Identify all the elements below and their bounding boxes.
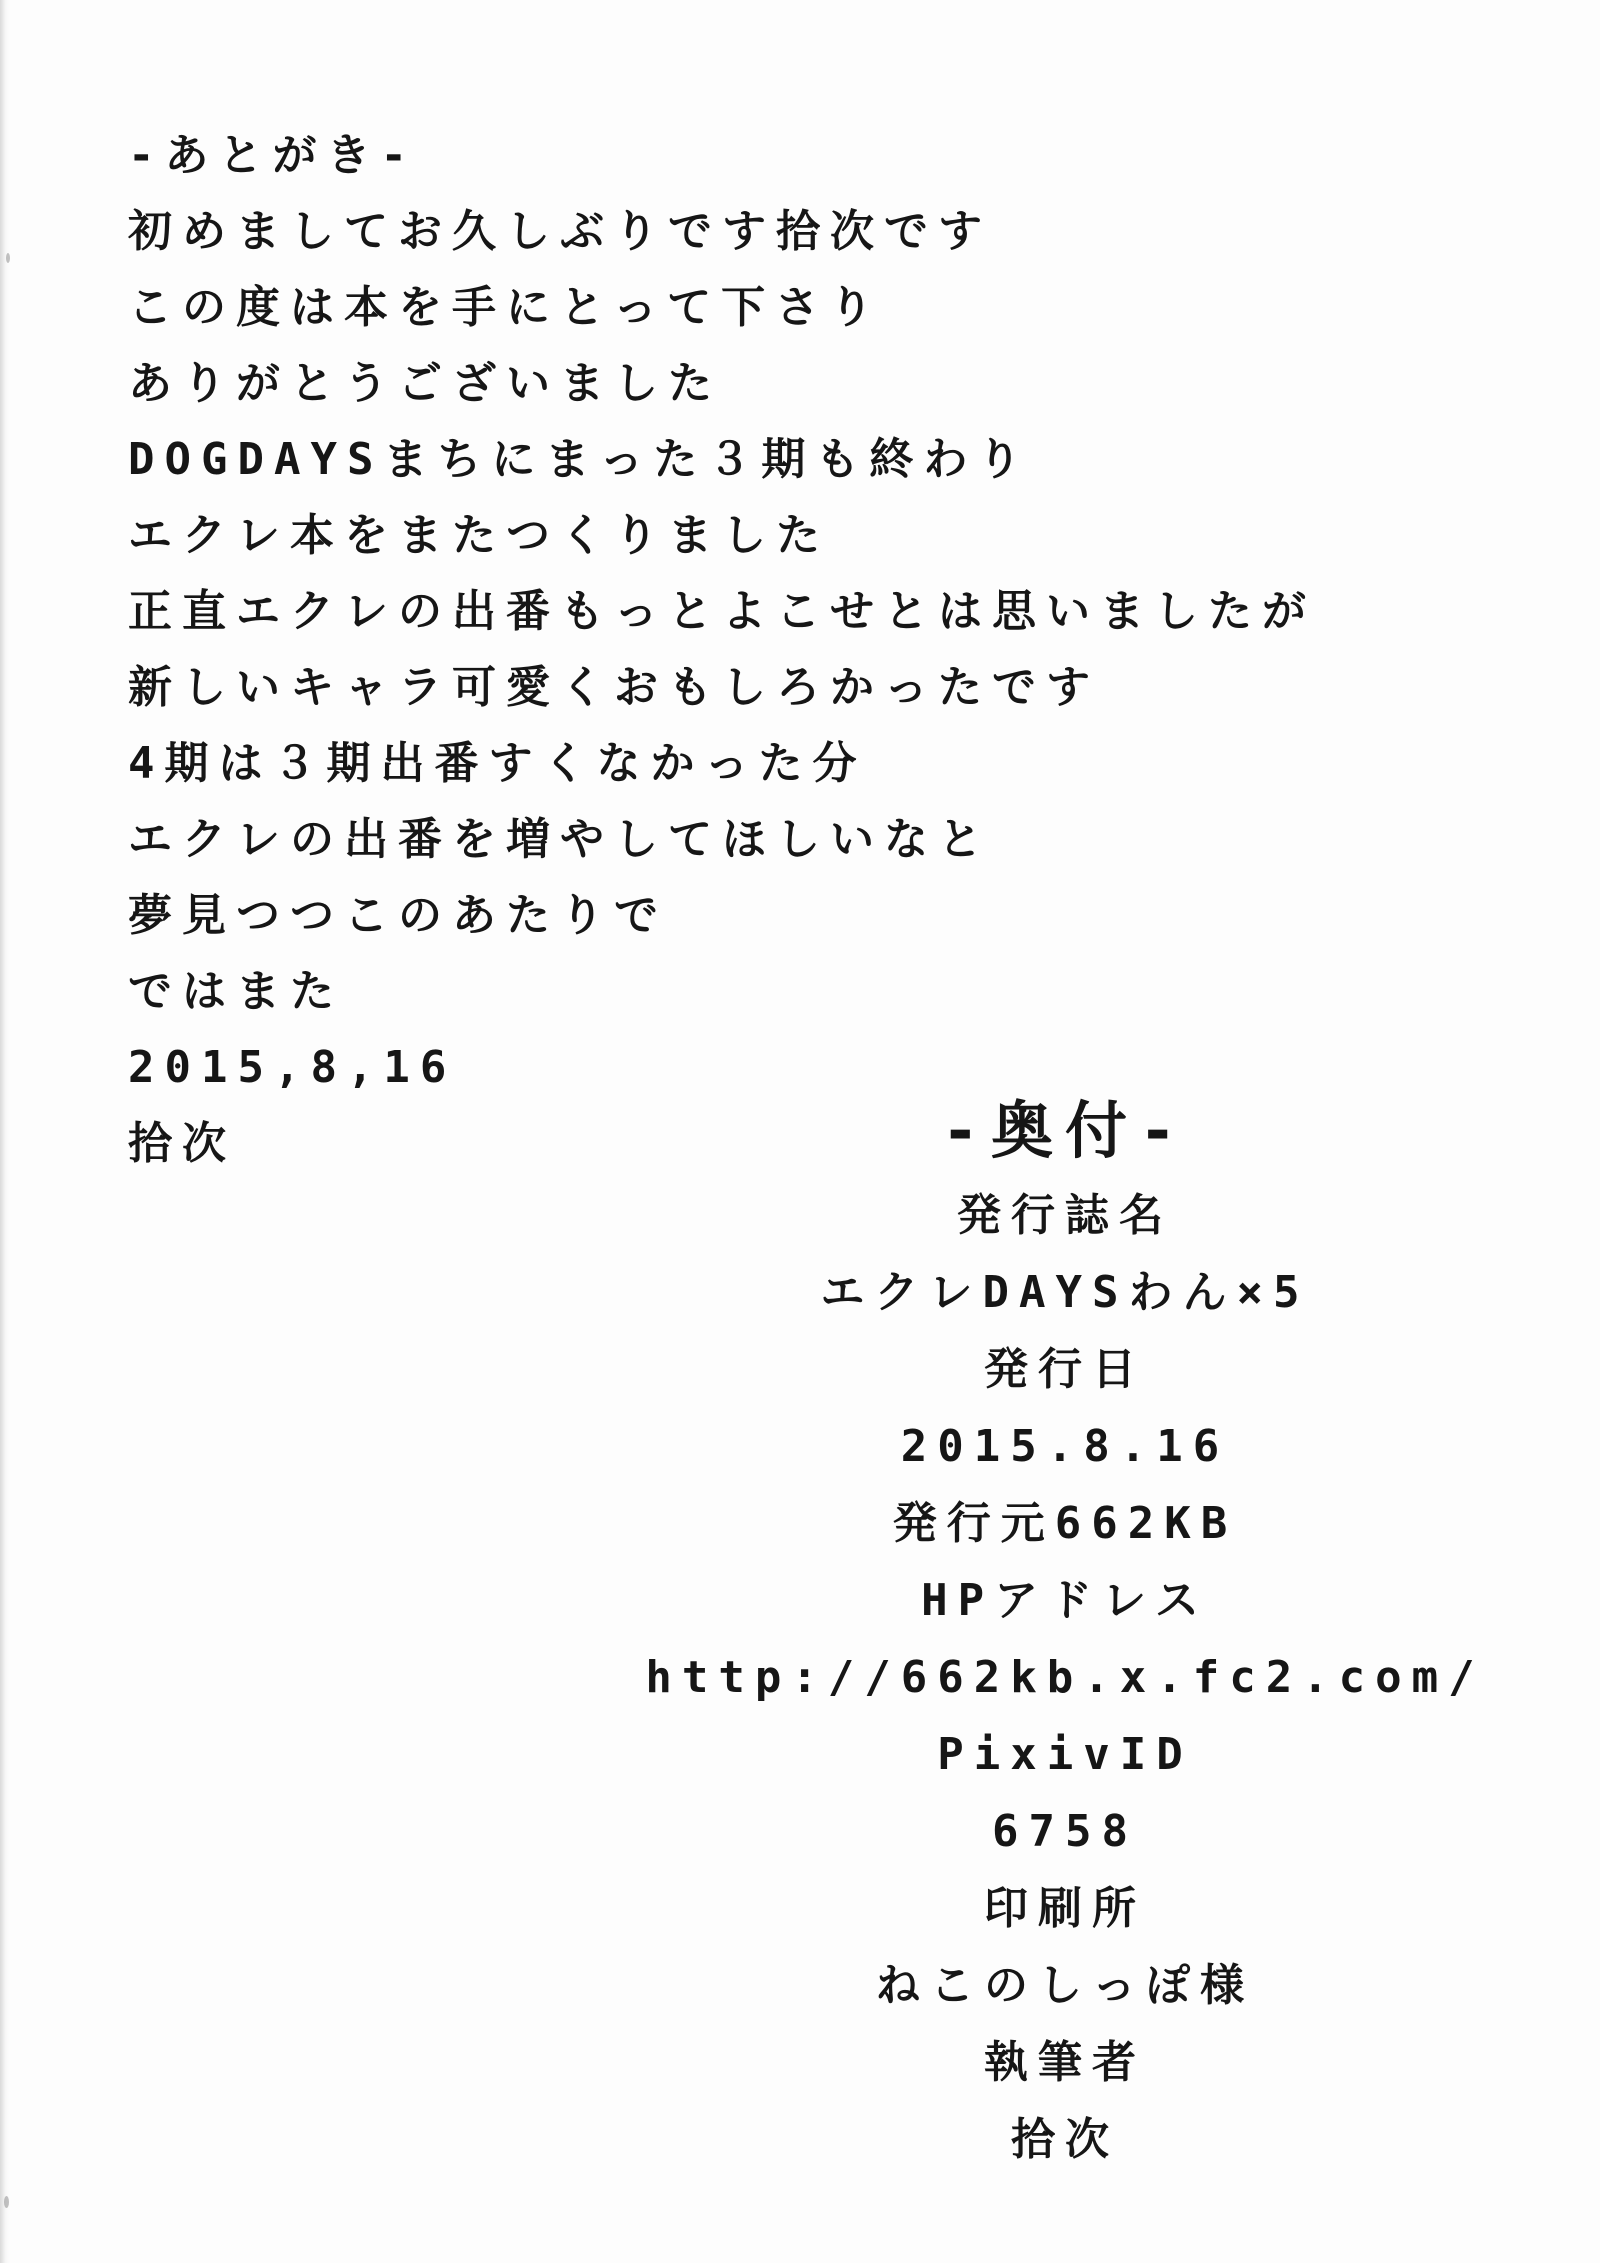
- afterword-line-honest-opinion: 正直エクレの出番もっとよこせとは思いましたが: [128, 586, 1316, 637]
- colophon-printer-label: 印刷所: [984, 1883, 1146, 1934]
- colophon-publication-name: エクレDAYSわん×5: [820, 1267, 1310, 1318]
- colophon-author-label: 執筆者: [984, 2037, 1146, 2088]
- colophon-pixiv-id-label: PixivID: [937, 1729, 1193, 1780]
- colophon-section: [520, 1085, 1600, 2178]
- scan-noise-speck: [6, 253, 10, 263]
- colophon-publication-name-label: 発行誌名: [957, 1190, 1173, 1241]
- afterword-line-dogdays: DOGDAYSまちにまった３期も終わり: [128, 434, 1032, 485]
- colophon-website-url: http://662kb.x.fc2.com/: [645, 1652, 1485, 1703]
- afterword-line-thanks-2: ありがとうございました: [128, 358, 722, 409]
- colophon-printer-name: ねこのしっぽ様: [876, 1960, 1254, 2011]
- afterword-heading: -あとがき-: [128, 130, 417, 181]
- colophon-publisher: 発行元662KB: [892, 1498, 1238, 1549]
- afterword-line-dreaming: 夢見つつこのあたりで: [128, 890, 668, 941]
- afterword-line-new-chars: 新しいキャラ可愛くおもしろかったです: [128, 662, 1100, 713]
- afterword-line-made-book: エクレ本をまたつくりました: [128, 510, 830, 561]
- colophon-author-name: 拾次: [1011, 2114, 1119, 2165]
- scan-noise-speck: [4, 2196, 9, 2208]
- afterword-line-more-appearances: エクレの出番を増やしてほしいなと: [128, 814, 992, 865]
- afterword-line-farewell: ではまた: [128, 966, 344, 1017]
- colophon-heading: -奥付-: [941, 1094, 1189, 1167]
- colophon-publication-date-label: 発行日: [984, 1344, 1146, 1395]
- colophon-pixiv-id: 6758: [992, 1806, 1138, 1857]
- colophon-website-label: HPアドレス: [921, 1575, 1209, 1626]
- afterword-line-greeting: 初めましてお久しぶりです拾次です: [128, 206, 992, 257]
- afterword-date: 2015,8,16: [128, 1042, 457, 1093]
- scan-left-edge-artifact: [0, 0, 10, 2263]
- colophon-publication-date: 2015.8.16: [900, 1421, 1230, 1472]
- afterword-line-season4: 4期は３期出番すくなかった分: [128, 738, 867, 789]
- afterword-signature: 拾次: [128, 1118, 236, 1169]
- afterword-section: [128, 118, 1316, 1182]
- afterword-line-thanks-1: この度は本を手にとって下さり: [128, 282, 884, 333]
